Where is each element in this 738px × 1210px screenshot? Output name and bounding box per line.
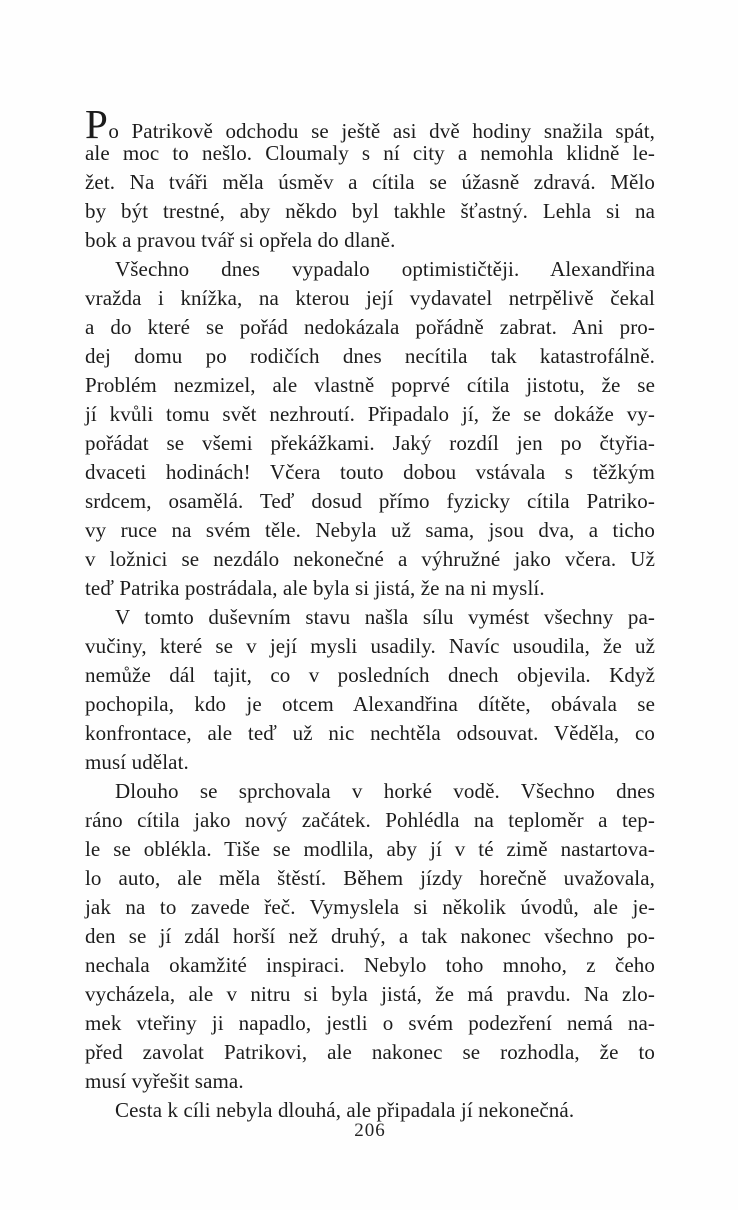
text-line: pochopila, kdo je otcem Alexandřina dítěte, obávala se	[85, 692, 655, 716]
text-line: Cesta k cíli nebyla dlouhá, ale připadala jí nekonečná.	[115, 1098, 575, 1122]
text-line: a do které se pořád nedokázala pořádně zabrat. Ani pro-	[85, 315, 655, 339]
text-line: před zavolat Patrikovi, ale nakonec se rozhodla, že to	[85, 1040, 655, 1064]
text-line: V tomto duševním stavu našla sílu vymést všechny pa-	[115, 605, 655, 629]
text-line: bok a pravou tvář si opřela do dlaně.	[85, 228, 396, 252]
text-line: dvaceti hodinách! Včera touto dobou vstávala s těžkým	[85, 460, 655, 484]
text-line: Po Patrikově odchodu se ještě asi dvě hodiny snažila spát,	[85, 101, 655, 147]
text-line: by být trestné, aby někdo byl takhle šťastný. Lehla si na	[85, 199, 655, 223]
text-line: musí vyřešit sama.	[85, 1069, 244, 1093]
text-line: teď Patrika postrádala, ale byla si jistá, že na ni myslí.	[85, 576, 545, 600]
text-line: le se oblékla. Tiše se modlila, aby jí v té zimě nastartova-	[85, 837, 655, 861]
initial-capital: P	[85, 101, 109, 147]
text-line: srdcem, osamělá. Teď dosud přímo fyzicky cítila Patriko-	[85, 489, 655, 513]
text-line: pořádat se všemi překážkami. Jaký rozdíl jen po čtyřia-	[85, 431, 655, 455]
text-line: mek vteřiny ji napadlo, jestli o svém podezření nemá na-	[85, 1011, 655, 1035]
text-line: Všechno dnes vypadalo optimističtěji. Alexandřina	[115, 257, 655, 281]
text-line: ráno cítila jako nový začátek. Pohlédla na teploměr a tep-	[85, 808, 655, 832]
body-text	[85, 101, 655, 1125]
text-line: Dlouho se sprchovala v horké vodě. Všechno dnes	[115, 779, 655, 803]
text-line: Problém nezmizel, ale vlastně poprvé cítila jistotu, že se	[85, 373, 655, 397]
text-line: jak na to zavede řeč. Vymyslela si několik úvodů, ale je-	[85, 895, 655, 919]
text-line: nemůže dál tajit, co v posledních dnech objevila. Když	[85, 663, 655, 687]
text-line: ale moc to nešlo. Cloumaly s ní city a nemohla klidně le-	[85, 141, 655, 165]
text-line: dej domu po rodičích dnes necítila tak katastrofálně.	[85, 344, 655, 368]
text-line: žet. Na tváři měla úsměv a cítila se úžasně zdravá. Mělo	[85, 170, 655, 194]
text-line: vy ruce na svém těle. Nebyla už sama, jsou dva, a ticho	[85, 518, 655, 542]
text-line: vycházela, ale v nitru si byla jistá, že má pravdu. Na zlo-	[85, 982, 655, 1006]
page-number: 206	[354, 1120, 386, 1141]
text-line: nechala okamžité inspiraci. Nebylo toho mnoho, z čeho	[85, 953, 655, 977]
text-line: musí udělat.	[85, 750, 189, 774]
text-line: konfrontace, ale teď už nic nechtěla odsouvat. Věděla, co	[85, 721, 655, 745]
text-line: v ložnici se nezdálo nekonečné a výhružné jako včera. Už	[85, 547, 655, 571]
text-line: vražda i knížka, na kterou její vydavatel netrpělivě čekal	[85, 286, 655, 310]
text-line: lo auto, ale měla štěstí. Během jízdy horečně uvažovala,	[85, 866, 655, 890]
text-line: jí kvůli tomu svět nezhroutí. Připadalo jí, že se dokáže vy-	[85, 402, 655, 426]
text-line: vučiny, které se v její mysli usadily. Navíc usoudila, že už	[85, 634, 655, 658]
text-line: den se jí zdál horší než druhý, a tak nakonec všechno po-	[85, 924, 655, 948]
